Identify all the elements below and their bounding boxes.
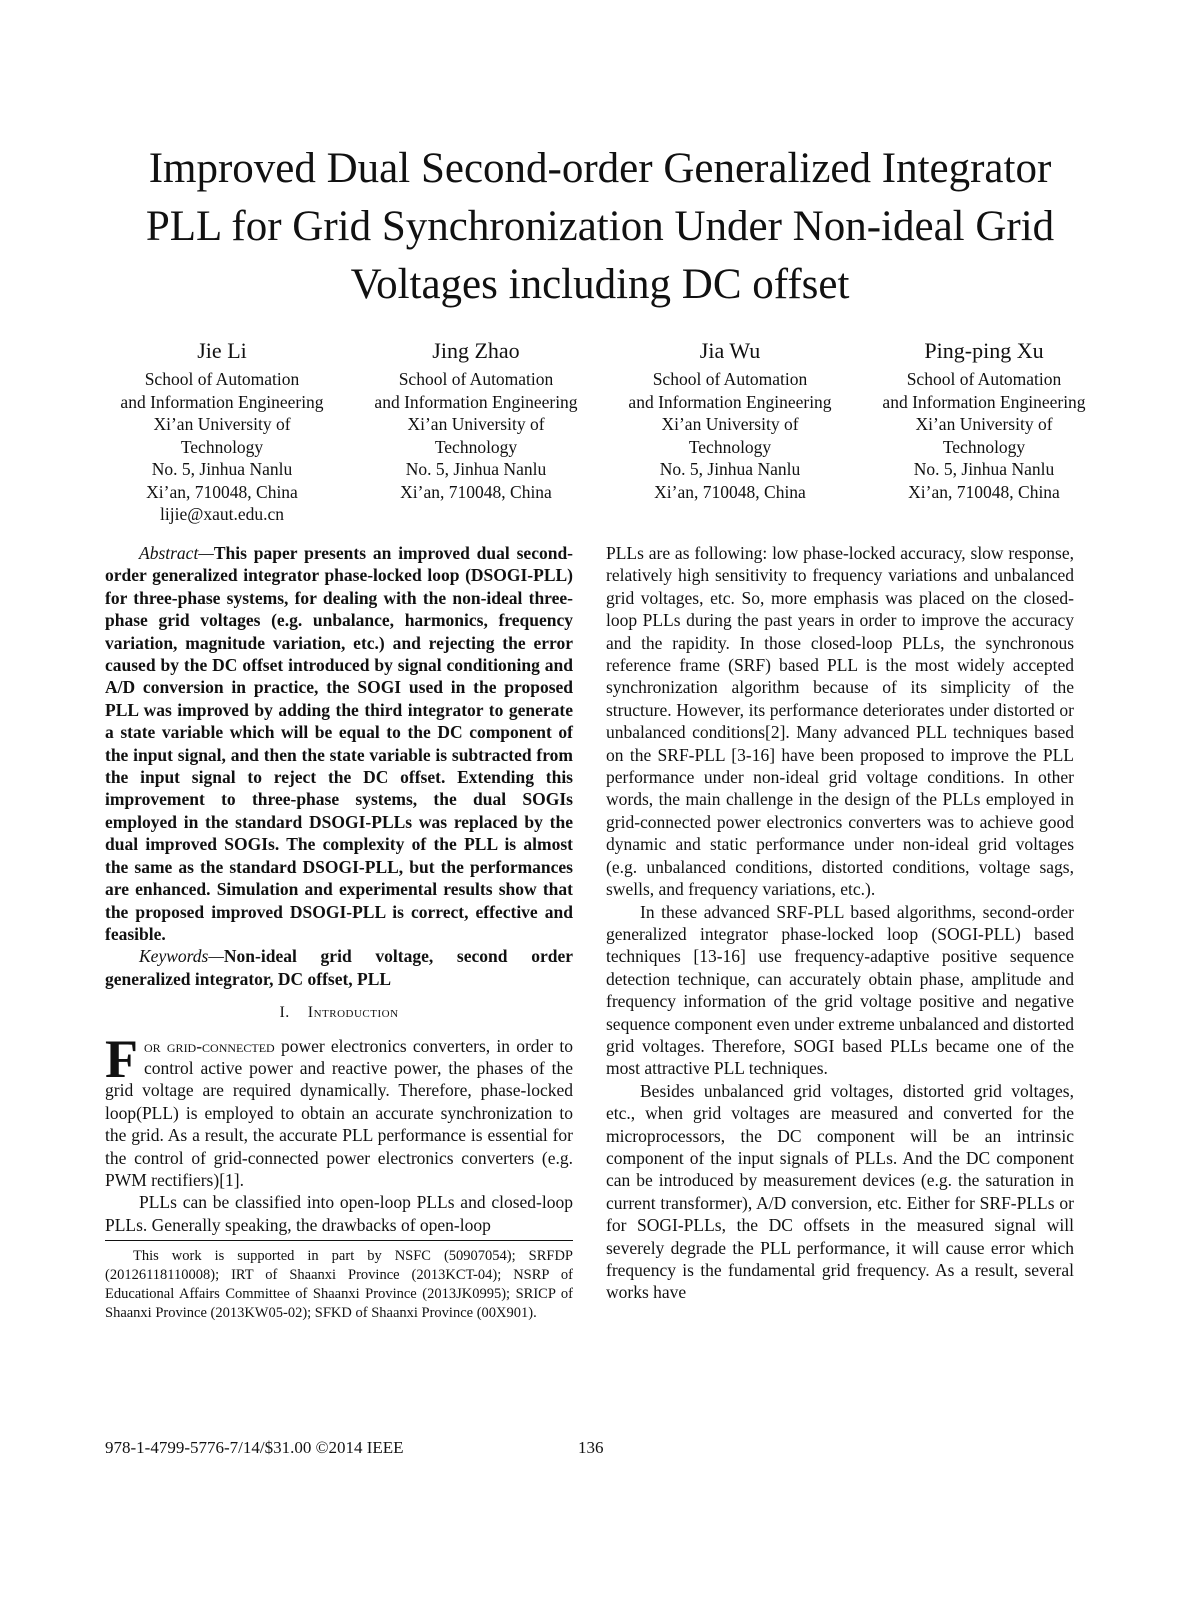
keywords-label: Keywords— [139,946,224,967]
address-line: Xi’an, 710048, China [146,481,298,502]
intro-text: power electronics converters, in order to control active power and reactive power, the phases of the grid voltage are required dynamically. Therefore, phase-locked loop(PLL) is employed to obtain an accurate synchronization to the grid. As a result, the accurate PLL performance is essential for the control of grid-connected power electronics converters (e.g. PWM rectifiers)[1]. [105,1035,573,1190]
author-1 [95,336,349,526]
author-4 [857,336,1111,526]
affiliation-line: Xi’an University of [153,414,291,434]
affiliation-line: Technology [434,436,518,457]
section-heading [105,1002,573,1024]
affiliation-line: and Information Engineering [882,391,1086,412]
abstract [105,542,573,945]
affiliation-line: Xi’an University of [915,414,1053,434]
left-column [105,542,573,1323]
affiliation-line: School of Automation [652,369,808,389]
section-title: Introduction [307,1004,399,1022]
affiliation-line: Technology [180,436,264,457]
title-line-2: PLL for Grid Synchronization Under Non-ideal Grid [145,203,1055,250]
address-line: Xi’an, 710048, China [400,481,552,502]
affiliation-line: and Information Engineering [120,391,324,412]
author-name: Ping-ping Xu [924,338,1044,363]
affiliation-line: School of Automation [906,369,1062,389]
intro-smallcaps: or grid-connected [144,1035,275,1056]
author-2 [349,336,603,526]
affiliation-line: Technology [688,436,772,457]
address-line: No. 5, Jinhua Nanlu [405,459,547,479]
right-column [606,542,1074,1304]
affiliation-line: School of Automation [144,369,300,389]
author-name: Jing Zhao [432,338,520,363]
title-line-1: Improved Dual Second-order Generalized Integrator [148,145,1052,192]
dropcap-letter: F [105,1028,138,1089]
affiliation-line: Technology [942,436,1026,457]
paper-title [60,140,1140,314]
abstract-text: This paper presents an improved dual second-order generalized integrator phase-locked loop (DSOGI-PLL) for three-phase systems, for dealing with the non-ideal three-phase grid voltages (e.g. unbalance, harmonics, frequency variation, magnitude variation, etc.) and rejecting the error caused by the DC offset introduced by signal conditioning and A/D conversion in practice, the SOGI used in the proposed PLL was improved by adding the third integrator to generate a state variable which will be equal to the DC component of the input signal, and then the state variable is subtracted from the input signal to reject the DC offset. Extending this improvement to three-phase systems, the dual SOGIs employed in the standard DSOGI-PLLs was replaced by the dual improved SOGIs. The complexity of the PLL is almost the same as the standard DSOGI-PLL, but the performances are enhanced. Simulation and experimental results show that the proposed improved DSOGI-PLL is correct, effective and feasible. [105,543,573,944]
affiliation-line: Xi’an University of [661,414,799,434]
author-name: Jia Wu [699,338,761,363]
intro-paragraph-1 [105,1028,573,1192]
footnote: This work is supported in part by NSFC (50907054); SRFDP (20126118110008); IRT of Shaanxi Province (2013KCT-04); NSRP of Educational Affairs Committee of Shaanxi Province (2013JK0995); SRICP of Shaanxi Province (2013KW05-02); SFKD of Shaanxi Province (00X901). [105,1248,573,1322]
body-paragraph-1: PLLs are as following: low phase-locked accuracy, slow response, relatively high sensitivity to frequency variations and unbalanced grid voltages, etc. So, more emphasis was placed on the closed-loop PLLs during the past years in order to improve the accuracy and the rapidity. In those closed-loop PLLs, the synchronous reference frame (SRF) based PLL is the most widely accepted synchronization algorithm because of its simplicity of the structure. However, its performance deteriorates under distorted or unbalanced conditions[2]. Many advanced PLL techniques based on the SRF-PLL [3-16] have been proposed to improve the PLL performance under non-ideal grid voltage conditions. In other words, the main challenge in the design of the PLLs employed in grid-connected power electronics converters was to achieve good dynamic and static performance under non-ideal grid voltages (e.g. unbalanced conditions, distorted conditions, voltage sags, swells, and frequency variations, etc.). [606,543,1074,900]
author-name: Jie Li [197,338,247,363]
address-line: No. 5, Jinhua Nanlu [151,459,293,479]
author-3 [603,336,857,526]
title-line-3: Voltages including DC offset [350,261,850,308]
affiliation-line: and Information Engineering [628,391,832,412]
footnote-divider [105,1240,573,1241]
affiliation-line: School of Automation [398,369,554,389]
author-block [95,336,1111,526]
keywords-text: Non-ideal grid voltage, second order generalized integrator, DC offset, PLL [105,946,573,989]
address-line: Xi’an, 710048, China [654,481,806,502]
address-line: No. 5, Jinhua Nanlu [913,459,1055,479]
author-email[interactable]: lijie@xaut.edu.cn [160,504,284,524]
keywords [105,945,573,990]
abstract-label: Abstract— [139,543,214,563]
intro-paragraph-2: PLLs can be classified into open-loop PLLs and closed-loop PLLs. Generally speaking, the drawbacks of open-loop [105,1192,573,1235]
address-line: No. 5, Jinhua Nanlu [659,459,801,479]
address-line: Xi’an, 710048, China [908,481,1060,502]
body-paragraph-3: Besides unbalanced grid voltages, distorted grid voltages, etc., when grid voltages are measured and converted for the microprocessors, the DC component will be an intrinsic component of the input signals of PLLs. And the DC component can be introduced by measurement devices (e.g. the saturation in current transformer), A/D conversion, etc. Either for SRF-PLLs or for SOGI-PLLs, the DC offsets in the measured signal will severely degrade the PLL performance, it will cause error which frequency is the fundamental grid frequency. As a result, several works have [606,1080,1074,1303]
page-number: 136 [578,1438,604,1457]
affiliation-line: Xi’an University of [407,414,545,434]
footer-isbn: 978-1-4799-5776-7/14/$31.00 ©2014 IEEE [105,1438,404,1457]
body-paragraph-2: In these advanced SRF-PLL based algorithms, second-order generalized integrator phase-locked loop (SOGI-PLL) based techniques [13-16] use frequency-adaptive positive sequence detection technique, can accurately obtain phase, amplitude and frequency information of the grid voltage positive and negative sequence component even under extreme unbalanced and distorted grid voltages. Therefore, SOGI based PLLs became one of the most attractive PLL techniques. [606,901,1074,1079]
section-number: I. [279,1004,290,1022]
affiliation-line: and Information Engineering [374,391,578,412]
